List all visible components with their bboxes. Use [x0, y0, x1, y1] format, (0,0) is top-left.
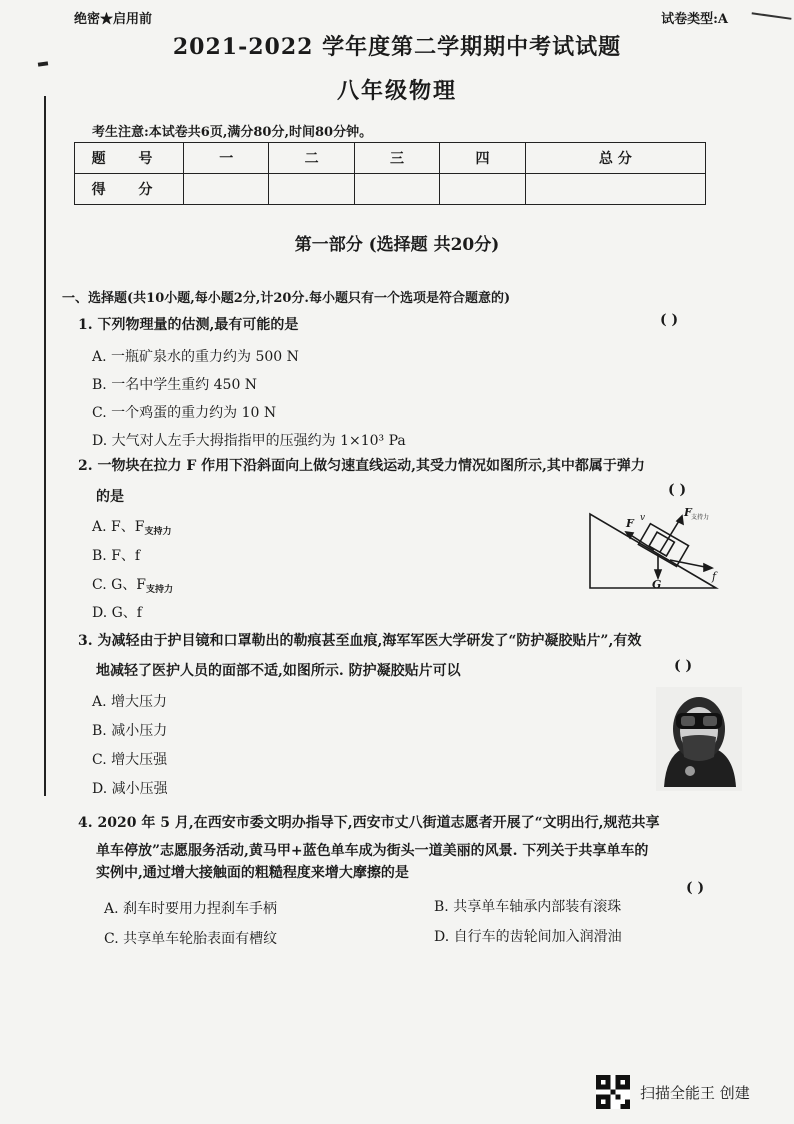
q2-option-a	[92, 516, 171, 537]
exam-subject: 八年级物理	[336, 78, 457, 104]
q3-option-b: B. 减小压力	[92, 723, 168, 739]
q3-stem-line2: 地减轻了医护人员的面部不适,如图所示. 防护凝胶贴片可以	[96, 663, 461, 679]
label-fs-sub: 支持力	[691, 514, 710, 521]
q1-option-d: D. 大气对人左手大拇指指甲的压强约为 1×10³ Pa	[92, 433, 406, 449]
part-one-title: 第一部分 (选择题 共20分)	[294, 235, 500, 255]
q1-answer-paren[interactable]: ( )	[660, 312, 679, 328]
q1-option-c: C. 一个鸡蛋的重力约为 10 N	[92, 405, 277, 421]
scanner-watermark: 扫描全能王 创建	[640, 1084, 750, 1102]
score-cell-1[interactable]	[184, 174, 269, 205]
q4-option-a: A. 刹车时要用力捏刹车手柄	[104, 901, 278, 917]
label-fs: F	[684, 506, 692, 519]
q3-option-d: D. 减小压强	[92, 781, 168, 797]
q1-stem: 1. 下列物理量的估测,最有可能的是	[78, 317, 299, 333]
score-cell-total[interactable]	[525, 174, 705, 205]
q4-stem-line1: 4. 2020 年 5 月,在西安市委文明办指导下,西安市丈八街道志愿者开展了“文明出行,规范共享	[78, 815, 660, 831]
score-table-col-total: 总 分	[525, 143, 705, 174]
q2-option-a-sub: 支持力	[144, 527, 172, 537]
q1-option-b: B. 一名中学生重约 450 N	[92, 377, 258, 393]
score-table-col-1: 一	[184, 143, 269, 174]
score-table	[74, 142, 706, 205]
q2-option-b	[92, 545, 140, 565]
q1-option-a: A. 一瓶矿泉水的重力约为 500 N	[92, 349, 299, 365]
q4-stem-line3: 实例中,通过增大接触面的粗糙程度来增大摩擦的是	[96, 865, 409, 881]
badge	[685, 766, 695, 776]
label-friction: f	[712, 570, 717, 583]
score-table-score-head: 得 分	[75, 174, 184, 205]
q2-option-a-text: A. F、F	[92, 519, 145, 535]
score-table-col-3: 三	[354, 143, 439, 174]
medical-worker-photo	[656, 687, 742, 791]
exam-title: 2021-2022 学年度第二学期期中考试试题	[172, 34, 622, 60]
candidate-notice: 考生注意:本试卷共6页,满分80分,时间80分钟。	[92, 125, 373, 140]
mask	[682, 735, 716, 761]
score-table-col-4: 四	[440, 143, 525, 174]
label-f: F	[626, 517, 634, 530]
goggle-lens-left	[681, 716, 695, 726]
label-v: v	[640, 513, 646, 523]
q2-stem-line2: 的是	[96, 489, 124, 505]
score-table-col-2: 二	[269, 143, 354, 174]
qr-code-icon	[596, 1075, 630, 1109]
q2-option-d-text: D. G、f	[92, 605, 142, 621]
score-table-row-head: 题 号	[75, 143, 184, 174]
page-corner-fold	[752, 0, 794, 20]
q4-stem-line2: 单车停放”志愿服务活动,黄马甲+蓝色单车成为街头一道美丽的风景. 下列关于共享单车的	[96, 843, 649, 859]
binding-margin-line	[44, 96, 46, 796]
confidential-label: 绝密★启用前	[74, 12, 153, 27]
paper-type-label: 试卷类型:A	[661, 12, 728, 27]
margin-mark	[38, 61, 48, 66]
q4-option-d: D. 自行车的齿轮间加入润滑油	[434, 929, 622, 945]
goggle-lens-right	[703, 716, 717, 726]
q2-option-c	[92, 574, 173, 595]
section-one-heading: 一、选择题(共10小题,每小题2分,计20分.每小题只有一个选项是符合题意的)	[62, 291, 511, 306]
q4-answer-paren[interactable]: ( )	[686, 880, 705, 896]
incline-force-diagram	[586, 506, 722, 596]
q2-option-c-sub: 支持力	[146, 585, 174, 595]
q2-option-b-text: B. F、f	[92, 548, 141, 564]
friction-arrowhead	[704, 564, 712, 571]
score-table-score-row	[75, 174, 706, 205]
score-table-header-row	[75, 143, 706, 174]
q4-option-c: C. 共享单车轮胎表面有槽纹	[104, 931, 278, 947]
force-f-arrowhead	[626, 532, 633, 538]
score-cell-2[interactable]	[269, 174, 354, 205]
q3-option-c: C. 增大压强	[92, 752, 168, 768]
q2-option-d	[92, 602, 142, 622]
label-g: G	[652, 578, 662, 591]
q3-option-a: A. 增大压力	[92, 694, 168, 710]
gravity-arrowhead	[655, 570, 661, 578]
q3-answer-paren[interactable]: ( )	[674, 658, 693, 674]
q3-stem-line1: 3. 为减轻由于护目镜和口罩勒出的勒痕甚至血痕,海军军医大学研发了“防护凝胶贴片”,有效	[78, 633, 642, 649]
q2-stem-line1: 2. 一物块在拉力 F 作用下沿斜面向上做匀速直线运动,其受力情况如图所示,其中都属于弹力	[78, 458, 645, 474]
q4-option-b: B. 共享单车轴承内部装有滚珠	[434, 899, 622, 915]
q2-answer-paren[interactable]: ( )	[668, 482, 687, 498]
score-cell-4[interactable]	[440, 174, 525, 205]
score-cell-3[interactable]	[354, 174, 439, 205]
q2-option-c-text: C. G、F	[92, 577, 147, 593]
